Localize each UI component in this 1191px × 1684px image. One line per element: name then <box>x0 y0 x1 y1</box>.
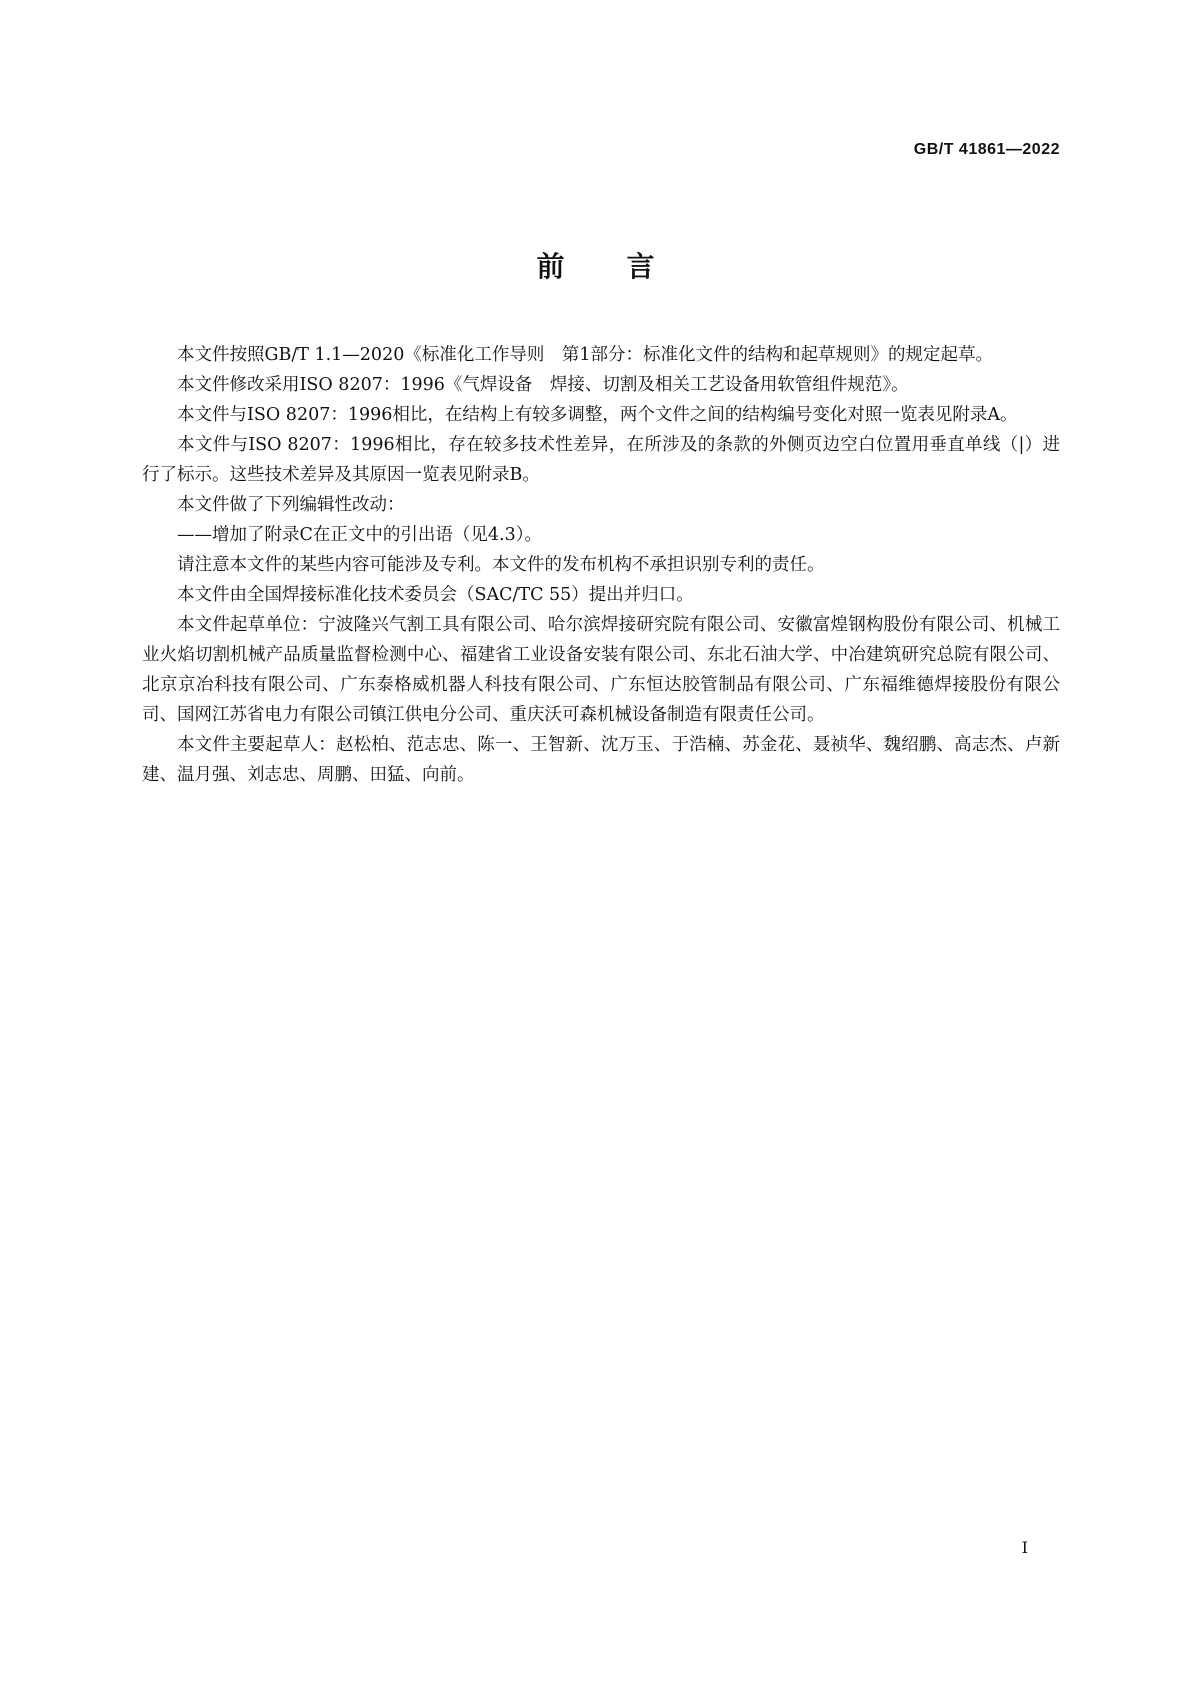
paragraph-structural-changes: 本文件与ISO 8207：1996相比，在结构上有较多调整，两个文件之间的结构编号变化对照一览表见附录A。 <box>177 405 1018 425</box>
paragraph-drafting-organizations: 本文件起草单位：宁波隆兴气割工具有限公司、哈尔滨焊接研究院有限公司、安徽富煌钢构股份有限公司、机械工业火焰切割机械产品质量监督检测中心、福建省工业设备安装有限公司、东北石油大学、中冶建筑研究总院有限公司、北京京冶科技有限公司、广东泰格威机器人科技有限公司、广东恒达胶管制品有限公司、广东福维德焊接股份有限公司、国网江苏省电力有限公司镇江供电分公司、重庆沃可森机械设备制造有限责任公司。 <box>142 615 1060 725</box>
page-number: I <box>1021 1538 1028 1557</box>
paragraph-patent-notice: 请注意本文件的某些内容可能涉及专利。本文件的发布机构不承担识别专利的责任。 <box>177 555 825 575</box>
foreword-body <box>142 340 1060 790</box>
paragraph-principal-drafters: 本文件主要起草人：赵松柏、范志忠、陈一、王智新、沈万玉、于浩楠、苏金花、聂祯华、魏绍鹏、高志杰、卢新建、温月强、刘志忠、周鹏、田猛、向前。 <box>142 735 1060 785</box>
paragraph-drafting-rules: 本文件按照GB/T 1.1—2020《标准化工作导则 第1部分：标准化文件的结构和起草规则》的规定起草。 <box>177 345 993 365</box>
paragraph-modified-adoption: 本文件修改采用ISO 8207：1996《气焊设备 焊接、切割及相关工艺设备用软管组件规范》。 <box>177 375 909 395</box>
paragraph-editorial-changes-intro: 本文件做了下列编辑性改动： <box>177 495 405 515</box>
paragraph-technical-deviations: 本文件与ISO 8207：1996相比，存在较多技术性差异，在所涉及的条款的外侧页边空白位置用垂直单线（|）进行了标示。这些技术差异及其原因一览表见附录B。 <box>142 435 1060 485</box>
standard-code: GB/T 41861—2022 <box>913 141 1060 158</box>
list-item-editorial-change: ——增加了附录C在正文中的引出语（见4.3）。 <box>177 525 542 545</box>
page-title: 前言 <box>536 250 717 283</box>
paragraph-proposing-committee: 本文件由全国焊接标准化技术委员会（SAC/TC 55）提出并归口。 <box>177 585 694 605</box>
